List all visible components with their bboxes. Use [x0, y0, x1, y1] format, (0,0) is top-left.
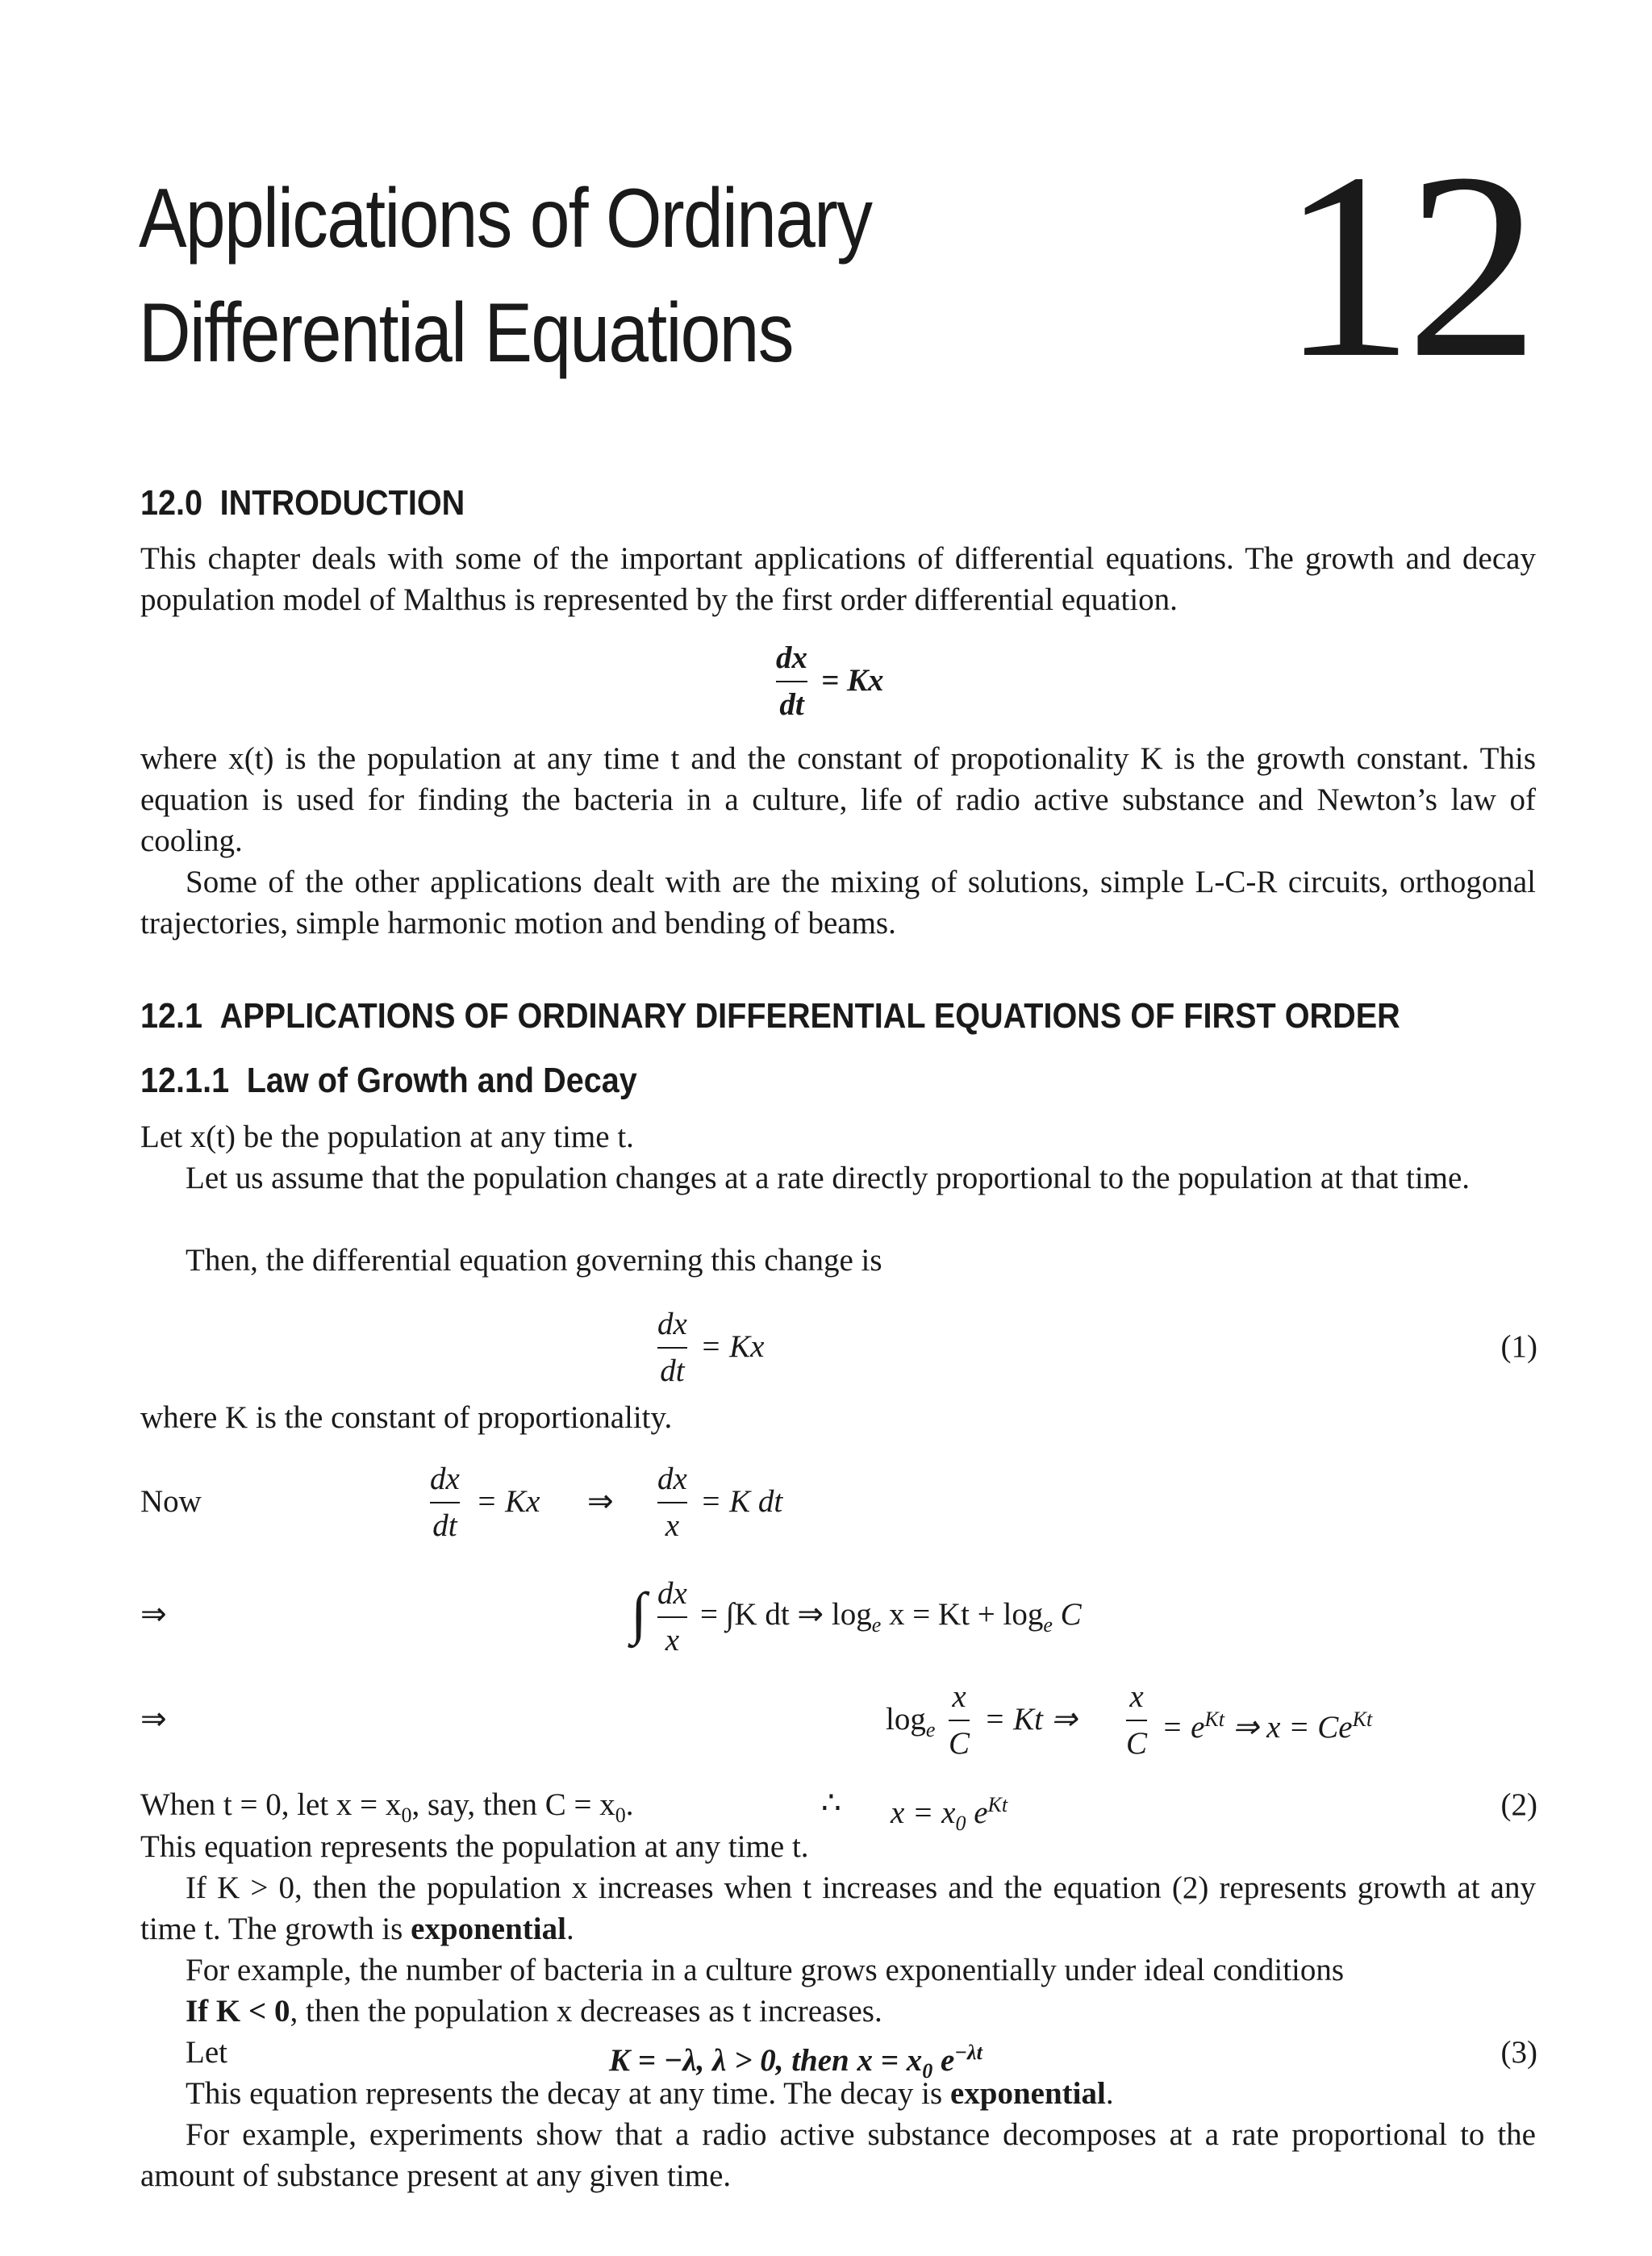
fraction-bar — [657, 1347, 687, 1349]
growth-line-8: For example, the number of bacteria in a culture grows exponentially under ideal conditions — [186, 1953, 1345, 1987]
implies-arrow: ⇒ — [140, 1597, 167, 1632]
chapter-title-line-1: Applications of Ordinary — [139, 172, 872, 265]
log-text: = e — [1162, 1710, 1205, 1745]
decay-line-10 — [140, 2073, 1536, 2114]
fraction-numerator: dx — [657, 1307, 687, 1341]
implies-arrow: ⇒ — [140, 1702, 167, 1737]
let-label: Let — [186, 2035, 227, 2070]
subsection-heading-12-1-1 — [140, 1058, 637, 1103]
fraction-denominator: dt — [432, 1508, 457, 1543]
log-exponent: Kt — [1204, 1708, 1224, 1731]
fraction-bar — [657, 1502, 687, 1503]
emphasis-condition: If K < 0 — [186, 1994, 290, 2029]
chapter-title-line-2: Differential Equations — [139, 286, 793, 380]
fraction-denominator: x — [665, 1623, 680, 1658]
growth-text: If K > 0, then the population x increases when t increases and the equation (2) represents growth at any time t. The growth is — [140, 1870, 1536, 1946]
fraction-denominator: dt — [660, 1353, 685, 1388]
intro-equation-rhs: = Kx — [821, 663, 884, 698]
fraction-numerator: x — [1129, 1679, 1144, 1714]
fraction-denominator: dt — [779, 687, 804, 722]
eq3: K = −λ, λ > 0, then $x = x_0$ $e^{-\lambda t}$ — [609, 2041, 982, 2083]
intro-paragraph-2: where x(t) is the population at any time t and the constant of propotionality K is the growth constant. This equation is used for finding the bacteria in a culture, life of radio active substance and Newton’s law of cooling. — [140, 741, 1536, 858]
now-fraction-1 — [430, 1458, 460, 1547]
integral-text: = ∫K dt ⇒ log — [700, 1597, 872, 1632]
fraction-bar — [1126, 1720, 1147, 1721]
fraction-numerator: dx — [430, 1462, 460, 1496]
decay-text: This equation represents the decay at any time. The decay is — [186, 2076, 950, 2111]
section-number: 12.1 — [140, 996, 203, 1036]
emphasis-exponential: exponential — [949, 2076, 1106, 2111]
growth-line-7 — [140, 1867, 1536, 1950]
subsection-title: Law of Growth and Decay — [246, 1061, 637, 1100]
integral-constant: C — [1052, 1597, 1082, 1632]
log-fraction-2 — [1126, 1676, 1147, 1765]
fraction-numerator: dx — [776, 640, 807, 675]
log-prefix: $\log_e$ — [886, 1702, 936, 1741]
emphasis-exponential: exponential — [411, 1912, 566, 1946]
implies-arrow: ⇒ — [587, 1484, 614, 1519]
decay-line-11: For example, experiments show that a radio active substance decomposes at a rate proportional to the amount of substance present at any given time. — [140, 2117, 1536, 2193]
fraction-numerator: dx — [657, 1462, 687, 1496]
growth-line-4: where K is the constant of proportionality. — [140, 1400, 673, 1435]
section-title: INTRODUCTION — [219, 483, 465, 523]
decay-text: , then the population x decreases as t increases. — [290, 1994, 882, 2029]
fraction-bar — [776, 681, 807, 682]
integral-fraction — [657, 1573, 687, 1662]
integral-text-tail: x = Kt + log — [881, 1597, 1044, 1632]
section-heading-12-1 — [140, 994, 1400, 1039]
fraction-numerator: dx — [657, 1576, 687, 1611]
eq2-text-a: x = x — [891, 1795, 956, 1830]
now-rhs-2: = K dt — [700, 1484, 783, 1519]
growth-text-end: . — [565, 1912, 574, 1946]
growth-line-9 — [140, 1991, 1536, 2032]
equation-number-1: (1) — [1500, 1329, 1537, 1364]
ic-text-b: , say, then C = x — [411, 1787, 615, 1822]
log-tail-exponent: Kt — [1352, 1708, 1373, 1731]
subsection-number: 12.1.1 — [140, 1061, 230, 1100]
log-fraction-1 — [949, 1676, 970, 1765]
fraction-bar — [949, 1720, 970, 1721]
fraction-numerator: x — [952, 1679, 966, 1714]
section-heading-12-0 — [140, 481, 465, 526]
fraction-denominator: C — [949, 1726, 970, 1761]
now-rhs-1: = Kx — [476, 1484, 540, 1519]
chapter-number: 12 — [1281, 119, 1531, 413]
fraction-bar — [430, 1502, 460, 1503]
log-text: log — [886, 1702, 926, 1737]
growth-line-6: This equation represents the population at any time t. — [140, 1829, 809, 1864]
ic-text-a: When t = 0, let x = x — [140, 1787, 402, 1822]
eq3-exponent: −λt — [954, 2041, 982, 2064]
fraction-denominator: C — [1126, 1726, 1148, 1761]
growth-line-1: Let x(t) be the population at any time t. — [140, 1120, 634, 1154]
eq3-text-b: e — [932, 2043, 955, 2078]
log-mid: = Kt ⇒ — [984, 1702, 1078, 1737]
eq3-text-a: K = −λ, λ > 0, then x = x — [609, 2043, 923, 2078]
initial-condition-line: When t = 0, let $x = x_0$, say, then $C = x_0$. — [140, 1787, 634, 1827]
eq2-exponent: Kt — [987, 1793, 1008, 1816]
equation-number-3: (3) — [1500, 2035, 1537, 2070]
section-title: APPLICATIONS OF ORDINARY DIFFERENTIAL EQUATIONS OF FIRST ORDER — [219, 996, 1400, 1036]
intro-paragraph-3: Some of the other applications dealt with are the mixing of solutions, simple L-C-R circuits, orthogonal trajectories, simple harmonic motion and bending of beams. — [140, 865, 1536, 940]
intro-equation-fraction — [776, 637, 807, 726]
integral-rhs: = ∫K dt ⇒ $\log_e x = Kt + \log_e C$ — [700, 1597, 1082, 1637]
ic-text-c: . — [625, 1787, 634, 1822]
fraction-bar — [657, 1616, 687, 1618]
therefore-symbol: ∴ — [821, 1786, 841, 1820]
integral-sign: ∫ — [631, 1581, 647, 1645]
decay-text-end: . — [1105, 2076, 1114, 2111]
now-fraction-2 — [657, 1458, 687, 1547]
equation-number-2: (2) — [1500, 1787, 1537, 1822]
growth-line-2: Let us assume that the population changes at a rate directly proportional to the population at that time. — [186, 1161, 1471, 1195]
log-text-tail: ⇒ x = Ce — [1224, 1710, 1353, 1745]
eq1-rhs: = Kx — [700, 1329, 765, 1364]
log-exponential — [1162, 1699, 1372, 1749]
now-label: Now — [140, 1484, 202, 1519]
fraction-denominator: x — [665, 1508, 680, 1543]
intro-paragraph-1: This chapter deals with some of the important applications of differential equations. The growth and decay population model of Malthus is represented by the first order differential equation. — [140, 541, 1536, 617]
eq2: $x = x_0$ $e^{Kt}$ — [891, 1793, 1008, 1835]
growth-line-3: Then, the differential equation governing this change is — [186, 1243, 882, 1278]
section-number: 12.0 — [140, 483, 203, 523]
chapter-title — [139, 161, 871, 390]
eq2-text-b: e — [966, 1795, 988, 1830]
eq1-fraction — [657, 1303, 687, 1392]
